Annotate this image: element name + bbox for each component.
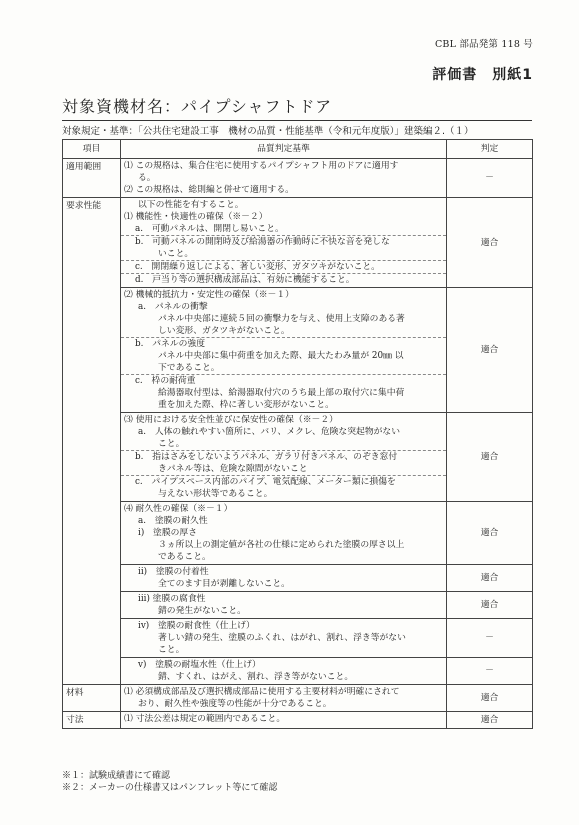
row-criteria <box>121 198 447 288</box>
header-criteria: 品質判定基準 <box>121 140 447 159</box>
standard-reference: 対象規定・基準：「公共住宅建設工事 機材の品質・性能基準（令和元年度版）」建築編２.（１） <box>62 126 474 137</box>
row-verdict: 適合 <box>447 502 533 565</box>
criteria-line: 重を加えた際、枠に著しい変形がないこと。 <box>158 400 334 410</box>
row-verdict: － <box>447 159 533 198</box>
footnotes <box>62 770 277 794</box>
row-verdict: 適合 <box>447 288 533 413</box>
criteria-line: a. 可動パネルは、開閉し易いこと。 <box>135 224 284 234</box>
row-category: 適用範囲 <box>63 159 121 198</box>
evaluation-table <box>62 139 533 729</box>
row-verdict: 適合 <box>447 198 533 288</box>
criteria-line: a. 人体の触れやすい箇所に、バリ、メクレ、危険な突起物がない <box>138 427 401 437</box>
criteria-line: ⑵ この規格は、総則編と併せて適用する。 <box>124 185 294 195</box>
criteria-line: d. 戸当り等の選択構成部品は、有効に機能すること。 <box>121 273 446 286</box>
criteria-line: ⑴ 必須構成部品及び選択構成部品に使用する主要材料が明確にされて <box>124 687 400 697</box>
criteria-line: ⑶ 使用における安全性並びに保安性の確保（※－２） <box>124 415 338 425</box>
criteria-line: 錆の発生がないこと。 <box>158 606 246 616</box>
criteria-line: こと。 <box>158 439 185 449</box>
row-category: 寸法 <box>63 712 121 729</box>
criteria-line: しい変形、ガタツキがないこと。 <box>158 326 290 336</box>
row-criteria <box>121 619 447 658</box>
criteria-line: ⑴ 機能性・快適性の確保（※－２） <box>124 212 268 222</box>
criteria-line: 以下の性能を有すること。 <box>138 200 244 210</box>
criteria-line: 著しい錆の発生、塗膜のふくれ、はがれ、割れ、浮き等がない <box>158 633 406 643</box>
row-verdict: 適合 <box>447 565 533 592</box>
row-criteria <box>121 413 447 502</box>
criteria-line: ⑴ 寸法公差は規定の範囲内であること。 <box>124 714 286 724</box>
criteria-line: ⑵ 機械的抵抗力・安定性の確保（※－１） <box>124 290 294 300</box>
criteria-line: であること。 <box>158 552 211 562</box>
row-verdict: 適合 <box>447 685 533 712</box>
row-criteria <box>121 565 447 592</box>
criteria-line: パネル中央部に集中荷重を加えた際、最大たわみ量が 20㎜ 以 <box>158 351 404 361</box>
row-criteria <box>121 592 447 619</box>
row-criteria <box>121 712 447 729</box>
criteria-line: b. 可動パネルの開閉時及び給湯器の作動時に不快な音を発しな <box>121 235 446 248</box>
criteria-line: ⑷ 耐久性の確保（※－１） <box>124 504 233 514</box>
criteria-line: ３ヵ所以上の測定値が各社の仕様に定められた塗膜の厚さ以上 <box>158 540 405 550</box>
criteria-line: 錆、すくれ、はがえ、割れ、浮き等がないこと。 <box>158 672 354 682</box>
footnote: ※２：メーカーの仕様書又はパンフレット等にて確認 <box>62 783 278 793</box>
criteria-line: c. 枠の耐荷重 <box>121 374 446 387</box>
criteria-line: いこと。 <box>158 249 194 259</box>
row-verdict: 適合 <box>447 712 533 729</box>
criteria-line: 全てのます目が剥離しないこと。 <box>158 579 290 589</box>
row-category: 材料 <box>63 685 121 712</box>
table-row <box>63 619 533 658</box>
footnote: ※１：試験成績書にて確認 <box>62 771 171 781</box>
row-verdict: － <box>447 619 533 658</box>
criteria-line: パネル中央部に連続５回の衝撃力を与え、使用上支障のある著 <box>158 314 405 324</box>
criteria-line: v) 塗膜の耐塩水性（仕上げ） <box>138 660 261 670</box>
row-criteria <box>121 288 447 413</box>
criteria-line: b. 指はさみをしないようパネル、ガラリ付きパネル、のぞき窓付 <box>121 450 446 463</box>
criteria-line: 下であること。 <box>158 363 220 373</box>
document-number: CBL 部品発第 118 号 <box>434 39 533 50</box>
row-criteria <box>121 502 447 565</box>
criteria-line: a. パネルの衝撃 <box>138 302 208 312</box>
table-row <box>63 502 533 565</box>
table-row <box>63 565 533 592</box>
criteria-line: こと。 <box>158 645 185 655</box>
row-verdict: － <box>447 658 533 685</box>
table-row <box>63 592 533 619</box>
criteria-line: iii) 塗膜の腐食性 <box>138 594 206 604</box>
document-title: 評価書 別紙1 <box>432 67 533 83</box>
header-verdict: 判定 <box>447 140 533 159</box>
table-row <box>63 198 533 288</box>
row-criteria <box>121 685 447 712</box>
criteria-line: 給湯器取付型は、給湯器取付穴のうち最上部の取付穴に集中荷 <box>158 388 405 398</box>
table-row <box>63 413 533 502</box>
criteria-line: b. パネルの強度 <box>121 337 446 350</box>
table-row <box>63 288 533 413</box>
header-item: 項目 <box>63 140 121 159</box>
criteria-line: おり、耐久性や強度等の性能が十分であること。 <box>138 699 332 709</box>
criteria-line: iv) 塗膜の耐食性（仕上げ） <box>138 621 255 631</box>
row-verdict: 適合 <box>447 592 533 619</box>
row-category: 要求性能 <box>63 198 121 685</box>
table-row <box>63 658 533 685</box>
criteria-line: ⑴ この規格は、集合住宅に使用するパイプシャフト用のドアに適用す <box>124 161 399 171</box>
row-criteria <box>121 159 447 198</box>
criteria-line: c. 開閉繰り返しによる、著しい変形、ガタツキがないこと。 <box>121 260 446 273</box>
table-row <box>63 685 533 712</box>
criteria-line: きパネル等は、危険な隙間がないこと <box>158 464 308 474</box>
subject-heading: 対象資機材名：パイプシャフトドア <box>62 94 532 121</box>
criteria-line: a. 塗膜の耐久性 <box>138 516 208 526</box>
criteria-line: i) 塗膜の厚さ <box>138 528 198 538</box>
row-verdict: 適合 <box>447 413 533 502</box>
table-row <box>63 159 533 198</box>
table-row <box>63 712 533 729</box>
criteria-line: 与えない形状等であること。 <box>158 489 273 499</box>
criteria-line: c. パイプスペース内部のパイプ、電気配線、メーター類に損傷を <box>121 475 446 488</box>
criteria-line: る。 <box>138 173 156 183</box>
criteria-line: ii) 塗膜の付着性 <box>138 567 209 577</box>
table-header-row <box>63 140 533 159</box>
row-criteria <box>121 658 447 685</box>
